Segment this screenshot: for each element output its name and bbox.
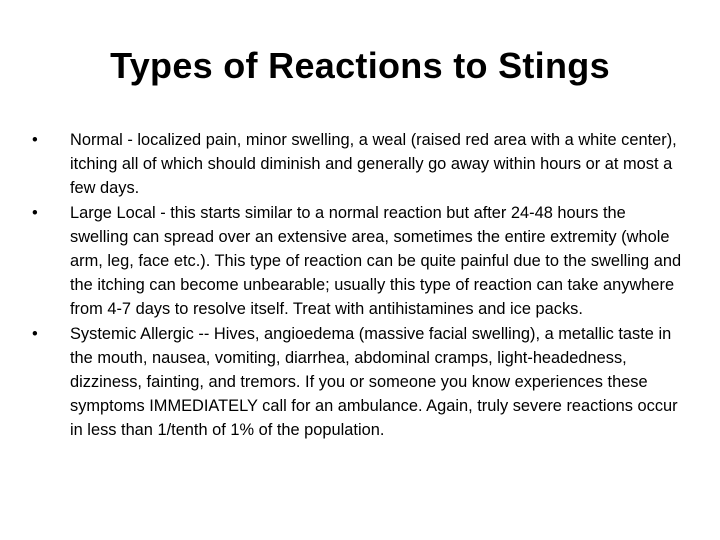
slide-title: Types of Reactions to Stings — [110, 45, 610, 86]
bullet-item-normal — [28, 128, 688, 201]
bullet-item-large-local — [28, 201, 688, 322]
bullet-marker: • — [32, 203, 38, 222]
bullet-term: Large Local — [70, 203, 156, 222]
bullet-term: Normal — [70, 131, 123, 149]
bullet-term: Systemic Allergic — [70, 324, 194, 343]
bullet-text: -- Hives, angioedema (massive facial swelling), a metallic taste in the mouth, nausea, vomiting, diarrhea, abdominal cramps, light-headedness, dizziness, fainting, and tremors. If you or someone you know experiences these symptoms IMMEDIATELY call for an ambulance. Again, truly severe reactions occur in less than 1/tenth of 1% of the population. — [70, 324, 678, 440]
bullet-item-systemic-allergic — [28, 322, 688, 443]
bullet-text: - localized pain, minor swelling, a weal (raised red area with a white center), itching all of which should diminish and generally go away within hours or at most a few days. — [70, 131, 677, 198]
bullet-list — [28, 128, 688, 443]
bullet-text: - this starts similar to a normal reaction but after 24-48 hours the swelling can spread over an extensive area, sometimes the entire extremity (whole arm, leg, face etc.). This type of reaction can be quite painful due to the swelling and the itching can become unbearable; usually this type of reaction can take anywhere from 4-7 days to resolve itself. Treat with antihistamines and ice packs. — [70, 203, 682, 319]
bullet-marker: • — [32, 131, 38, 149]
bullet-marker: • — [32, 324, 38, 343]
